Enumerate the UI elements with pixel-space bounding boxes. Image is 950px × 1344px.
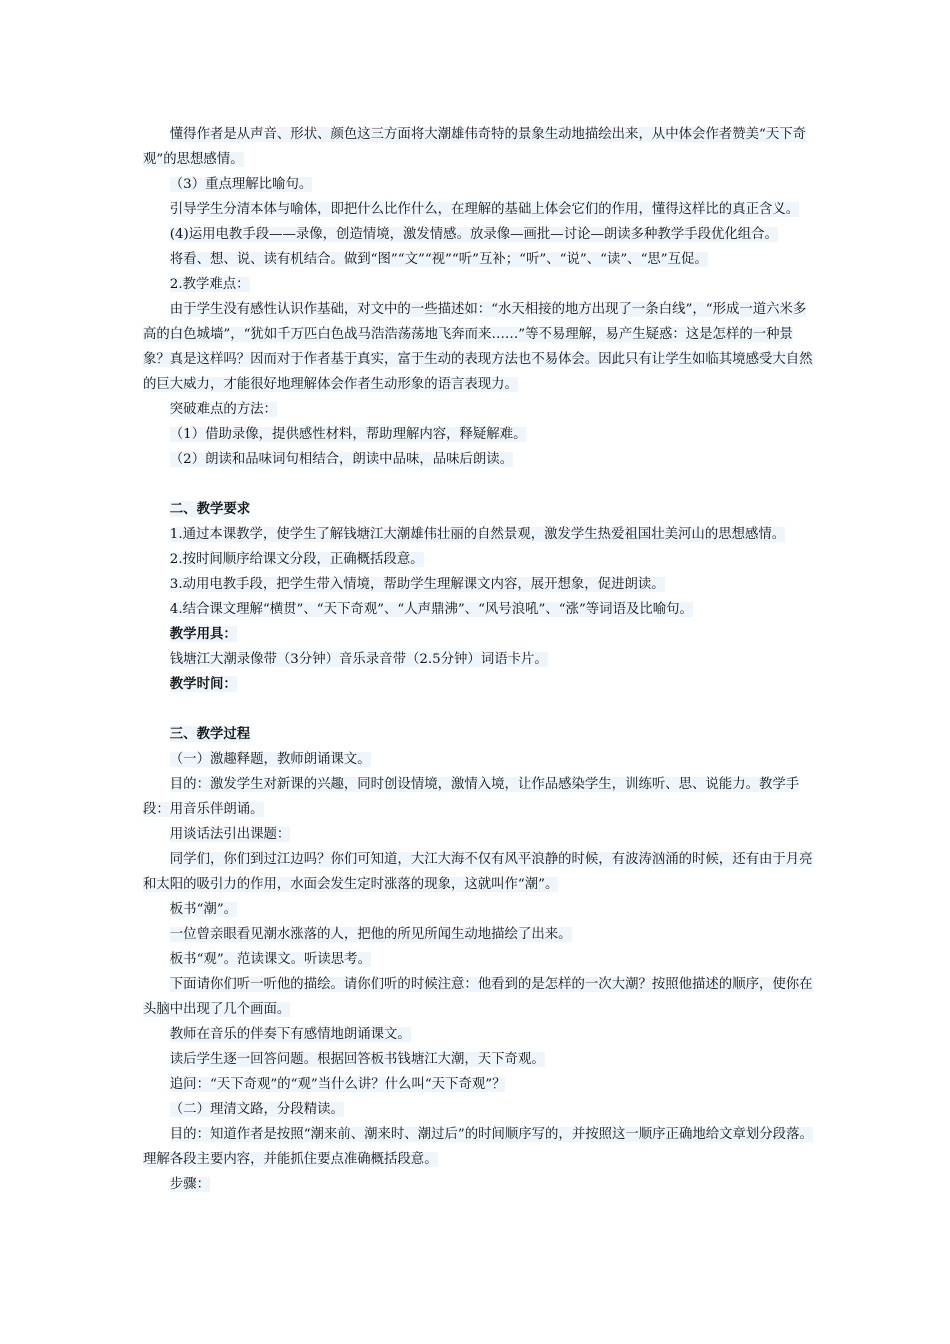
paragraph-text: 2.按时间顺序给课文分段，正确概括段意。 xyxy=(169,552,424,567)
paragraph-text: 用谈话法引出课题： xyxy=(169,827,291,842)
paragraph-text: 突破难点的方法： xyxy=(169,402,277,417)
paragraph-text: （一）激趣释题，教师朗诵课文。 xyxy=(169,752,371,767)
paragraph xyxy=(143,122,813,172)
paragraph-text: (4)运用电教手段——录像，创造情境，激发情感。放录像—画批—讨论—朗读多种教学手段优化组合。 xyxy=(169,227,778,242)
paragraph-text: 同学们，你们到过江边吗？你们可知道，大江大海不仅有风平浪静的时候，有波涛汹涌的时候，还有由于月亮和太阳的吸引力的作用，水面会发生定时涨落的现象，这就叫作“潮”。 xyxy=(143,852,813,892)
paragraph-spacer xyxy=(143,697,813,722)
paragraph-text: 目的：激发学生对新课的兴趣，同时创设情境，激情入境，让作品感染学生，训练听、思、说能力。教学手段：用音乐伴朗诵。 xyxy=(143,777,800,817)
paragraph-text: 2.教学难点： xyxy=(169,277,250,292)
paragraph-text: 一位曾亲眼看见潮水涨落的人，把他的所见所闻生动地描绘了出来。 xyxy=(169,927,572,942)
paragraph xyxy=(143,397,813,422)
paragraph-text: 3.动用电教手段，把学生带入情境，帮助学生理解课文内容，展开想象，促进朗读。 xyxy=(169,577,665,592)
paragraph-text: 三、教学过程 xyxy=(169,726,251,742)
paragraph-text: 板书“潮”。 xyxy=(169,902,238,917)
paragraph xyxy=(143,647,813,672)
paragraph xyxy=(143,1172,813,1197)
section-heading xyxy=(143,672,813,697)
section-heading xyxy=(143,497,813,522)
paragraph-text: 板书“观”。范读课文。听读思考。 xyxy=(169,952,371,967)
paragraph xyxy=(143,847,813,897)
paragraph-text: 4.结合课文理解“横贯”、“天下奇观”、“人声鼎沸”、“风号浪吼”、“涨”等词语及比喻句。 xyxy=(169,602,693,617)
paragraph xyxy=(143,1072,813,1097)
paragraph xyxy=(143,197,813,222)
paragraph-text: 目的：知道作者是按照“潮来前、潮来时、潮过后”的时间顺序写的，并按照这一顺序正确地给文章划分段落。理解各段主要内容，并能抓住要点准确概括段意。 xyxy=(143,1127,813,1167)
paragraph-text: 懂得作者是从声音、形状、颜色这三方面将大潮雄伟奇特的景象生动地描绘出来，从中体会作者赞美“天下奇观”的思想感情。 xyxy=(143,127,806,167)
paragraph xyxy=(143,822,813,847)
paragraph-spacer xyxy=(143,472,813,497)
paragraph-text: 引导学生分清本体与喻体，即把什么比作什么，在理解的基础上体会它们的作用，懂得这样比的真正含义。 xyxy=(169,202,800,217)
paragraph xyxy=(143,222,813,247)
paragraph-text: 由于学生没有感性认识作基础，对文中的一些描述如：“水天相接的地方出现了一条白线”，“形成一道六米多高的白色城墙”，“犹如千万匹白色战马浩浩荡荡地飞奔而来……”等不易理解，易产生疑惑：这是怎样的一种景象？真是这样吗？因而对于作者基于真实，富于生动的表现方法也不易体会。因此只有让学生如临其境感受大自然的巨大威力，才能很好地理解体会作者生动形象的语言表现力。 xyxy=(143,302,813,392)
paragraph xyxy=(143,572,813,597)
paragraph xyxy=(143,247,813,272)
paragraph xyxy=(143,1047,813,1072)
paragraph-text: 步骤： xyxy=(169,1177,210,1192)
paragraph xyxy=(143,947,813,972)
paragraph xyxy=(143,522,813,547)
paragraph xyxy=(143,747,813,772)
paragraph-text: （2）朗读和品味词句相结合，朗读中品味，品味后朗读。 xyxy=(169,452,514,467)
section-heading xyxy=(143,722,813,747)
document-body xyxy=(143,122,813,1197)
paragraph xyxy=(143,547,813,572)
paragraph xyxy=(143,272,813,297)
paragraph-text: 读后学生逐一回答问题。根据回答板书钱塘江大潮，天下奇观。 xyxy=(169,1052,545,1067)
paragraph xyxy=(143,447,813,472)
paragraph xyxy=(143,172,813,197)
paragraph xyxy=(143,972,813,1022)
paragraph-text: 追问：“天下奇观”的“观”当什么讲？什么叫“天下奇观”？ xyxy=(169,1077,506,1092)
section-heading xyxy=(143,622,813,647)
paragraph-text: 下面请你们听一听他的描绘。请你们听的时候注意：他看到的是怎样的一次大潮？按照他描述的顺序，使你在头脑中出现了几个画面。 xyxy=(143,977,813,1017)
paragraph xyxy=(143,897,813,922)
paragraph-text: （3）重点理解比喻句。 xyxy=(169,177,313,192)
paragraph-text: 教学时间： xyxy=(169,676,237,692)
paragraph-text: （二）理清文路，分段精读。 xyxy=(169,1102,344,1117)
paragraph xyxy=(143,422,813,447)
paragraph-text: 教学用具： xyxy=(169,626,237,642)
paragraph xyxy=(143,1022,813,1047)
paragraph xyxy=(143,922,813,947)
paragraph-text: 1.通过本课教学，使学生了解钱塘江大潮雄伟壮丽的自然景观，激发学生热爱祖国壮美河山的思想感情。 xyxy=(169,527,786,542)
paragraph xyxy=(143,597,813,622)
paragraph xyxy=(143,297,813,397)
paragraph-text: 教师在音乐的伴奏下有感情地朗诵课文。 xyxy=(169,1027,411,1042)
paragraph xyxy=(143,772,813,822)
paragraph xyxy=(143,1097,813,1122)
paragraph-text: 二、教学要求 xyxy=(169,501,251,517)
paragraph-text: 钱塘江大潮录像带（3分钟）音乐录音带（2.5分钟）词语卡片。 xyxy=(169,652,548,667)
paragraph-text: 将看、想、说、读有机结合。做到“图”“文”“视”“听”互补；“听”、“说”、“读”、“思”互促。 xyxy=(169,252,708,267)
paragraph-text: （1）借助录像，提供感性材料，帮助理解内容，释疑解难。 xyxy=(169,427,527,442)
paragraph xyxy=(143,1122,813,1172)
